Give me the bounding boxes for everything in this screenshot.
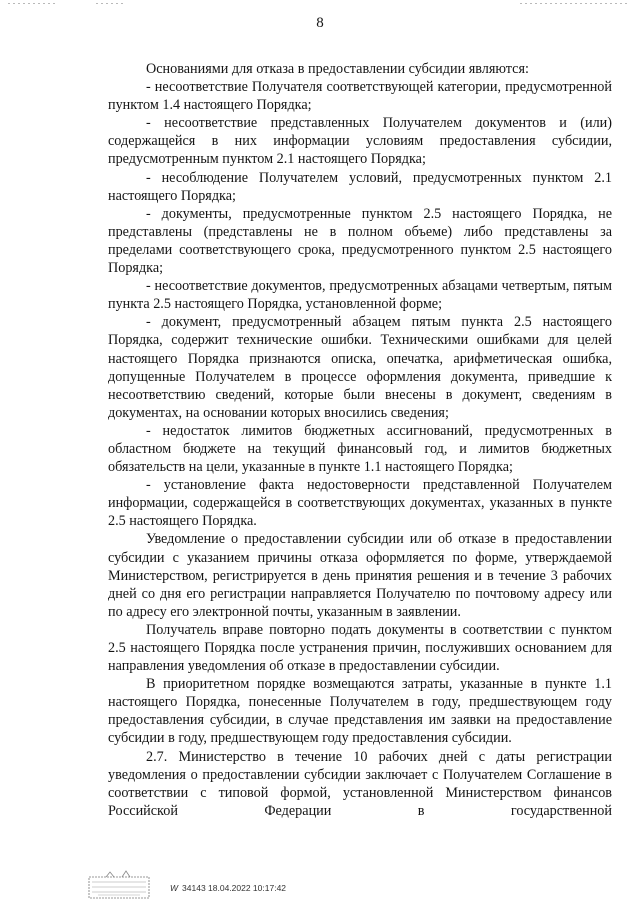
registration-mark: W xyxy=(170,883,179,893)
list-item: - несоблюдение Получателем условий, предусмотренных пунктом 2.1 настоящего Порядка; xyxy=(108,169,612,204)
footer xyxy=(88,867,286,899)
list-item: - документы, предусмотренные пунктом 2.5 настоящего Порядка, не представлены (представлены не в полном объеме) либо представлены за пределами соответствующего срока, предусмотренного пунктом 2.5 настоящего Порядка; xyxy=(108,205,612,277)
list-item: - несоответствие документов, предусмотренных абзацами четвертым, пятым пункта 2.5 настоящего Порядка, установленной форме; xyxy=(108,278,612,313)
registration-text: 34143 18.04.2022 10:17:42 xyxy=(182,883,287,893)
document-body xyxy=(108,60,612,820)
page-number: 8 xyxy=(316,15,324,31)
list-item: - несоответствие представленных Получателем документов и (или) содержащейся в них информации условиям предоставления субсидии, предусмотренным пунктом 2.1 настоящего Порядка; xyxy=(108,115,612,168)
list-item: - документ, предусмотренный абзацем пятым пункта 2.5 настоящего Порядка, содержит технические ошибки. Техническими ошибками для целей настоящего Порядка признаются описка, опечатка, арифметическая ошибка, допущенные Получателем в процессе оформления документа, приведшие к несоответствию сведений, которые были внесены в документ, сведениям в документах, на основании которых вносились сведения; xyxy=(108,314,612,421)
scan-artifact xyxy=(96,3,126,4)
paragraph: Получатель вправе повторно подать документы в соответствии с пунктом 2.5 настоящего Порядка после устранения причин, послуживших основанием для направления уведомления об отказе в предоставлении субсидии. xyxy=(108,621,612,675)
paragraph: 2.7. Министерство в течение 10 рабочих дней с даты регистрации уведомления о предоставлении субсидии заключает с Получателем Соглашение в соответствии с типовой формой, установленной Министерством финансов Российской Федерации в государственной xyxy=(108,748,612,819)
list-item: - недостаток лимитов бюджетных ассигнований, предусмотренных в областном бюджете на текущий финансовый год, и лимитов бюджетных обязательств на цели, указанные в пункте 1.1 настоящего Порядка; xyxy=(108,422,612,476)
scan-artifact xyxy=(8,3,58,4)
scan-artifact xyxy=(520,3,630,4)
paragraph: В приоритетном порядке возмещаются затраты, указанные в пункте 1.1 настоящего Порядка, понесенные Получателем в году, предшествующем году предоставления субсидии, в случае представления им заявки на предоставление субсидии в году, предшествующем году предоставления субсидии. xyxy=(108,676,612,747)
paragraph: Уведомление о предоставлении субсидии или об отказе в предоставлении субсидии с указанием причины отказа оформляется по форме, утверждаемой Министерством, регистрируется в день принятия решения и в течение 3 рабочих дней со дня его регистрации направляется Получателю по почтовому адресу или по адресу его электронной почты, указанным в заявлении. xyxy=(108,531,612,620)
paragraph: Основаниями для отказа в предоставлении субсидии являются: xyxy=(146,61,529,77)
list-item: - несоответствие Получателя соответствующей категории, предусмотренной пунктом 1.4 настоящего Порядка; xyxy=(108,79,612,114)
registration-number xyxy=(170,883,286,893)
list-item: - установление факта недостоверности представленной Получателем информации, содержащейся в соответствующих документах, указанных в пункте 2.5 настоящего Порядка. xyxy=(108,477,612,530)
registration-stamp-icon xyxy=(88,869,150,899)
